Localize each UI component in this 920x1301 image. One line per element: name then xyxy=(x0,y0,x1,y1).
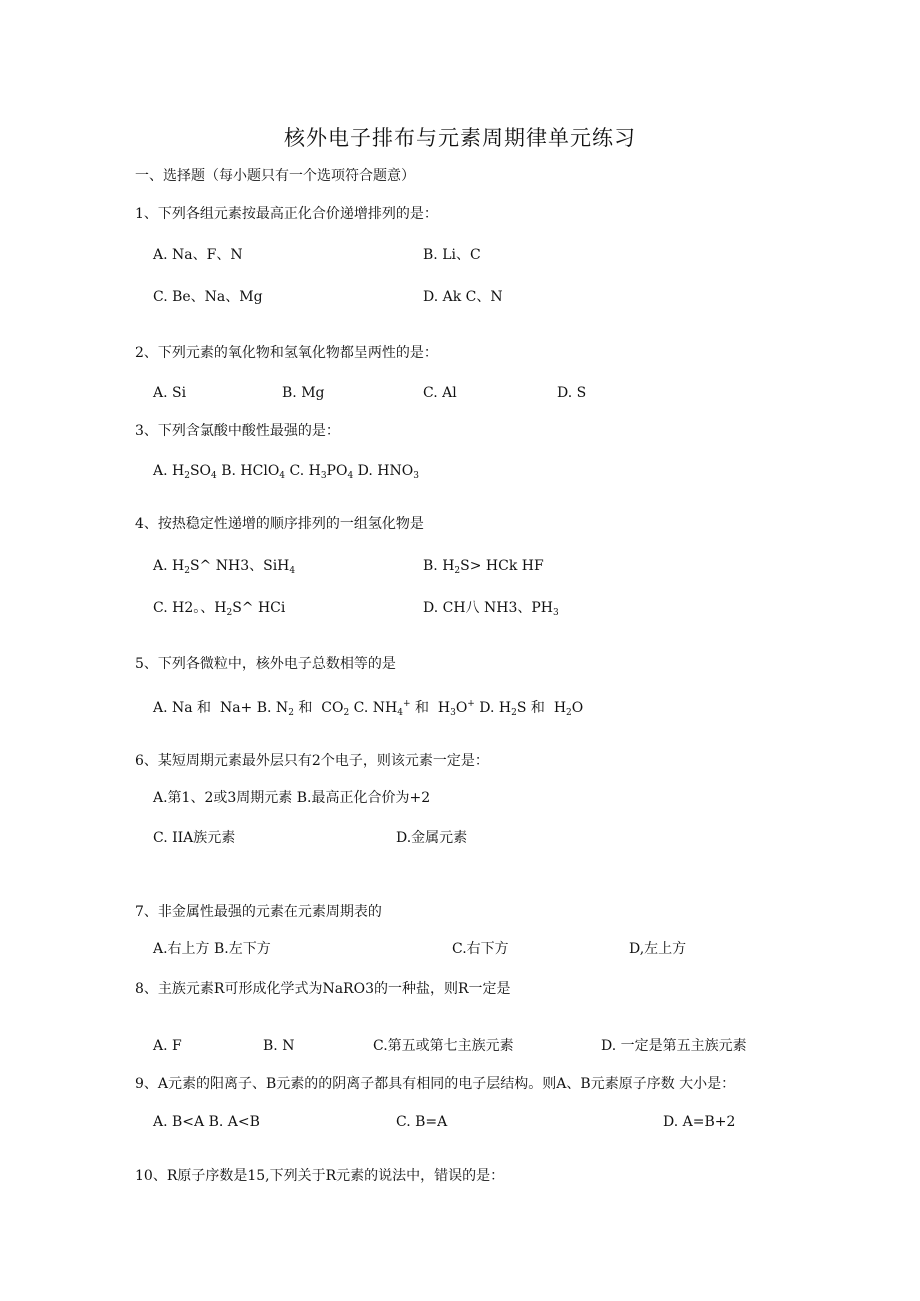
question-5-options: A. Na 和 Na+ B. $N_2$ 和 $CO_2$ C. $NH_4^+$ 和 $H_3O^+$ D. $H_2S$ 和 $H_2O$ xyxy=(153,699,584,718)
page-title: 核外电子排布与元素周期律单元练习 xyxy=(284,126,636,150)
question-8-stem: 8、主族元素R可形成化学式为NaRO3的一种盐，则R一定是 xyxy=(135,981,511,997)
question-8-option-c: C.第五或第七主族元素 xyxy=(373,1038,514,1054)
question-7-options-ab: A.右上方 B.左下方 xyxy=(153,941,271,957)
question-4-option-c: C. H2。、$H_2S\^{}$ HCi xyxy=(153,600,286,618)
question-6-stem: 6、某短周期元素最外层只有2个电子，则该元素一定是： xyxy=(135,753,489,769)
question-1-stem: 1、下列各组元素按最高正化合价递增排列的是： xyxy=(135,206,438,222)
question-8-option-d: D. 一定是第五主族元素 xyxy=(601,1038,747,1054)
question-2-stem: 2、下列元素的氧化物和氢氧化物都呈两性的是： xyxy=(135,345,438,361)
question-4-option-b: B. $H_2S>$ HCk HF xyxy=(423,558,544,576)
question-1-option-d: D. Ak C、N xyxy=(423,289,503,305)
question-5-stem: 5、下列各微粒中，核外电子总数相等的是 xyxy=(135,656,396,672)
question-1-option-c: C. Be、Na、Mg xyxy=(153,289,263,305)
question-4-option-a: A. $H_2S\^{}$ NH3、SiH$_4$ xyxy=(153,558,296,576)
question-9-stem: 9、A元素的阳离子、B元素的的阴离子都具有相同的电子层结构。则A、B元素原子序数 大小是： xyxy=(135,1076,736,1092)
question-10-stem: 10、R原子序数是15,下列关于R元素的说法中，错误的是： xyxy=(135,1168,505,1184)
question-6-option-d: D.金属元素 xyxy=(396,830,468,846)
question-4-option-d: D. CH八 NH3、$PH_3$ xyxy=(423,600,559,618)
question-9-option-d: D. A=B+2 xyxy=(663,1114,736,1130)
question-2-option-b: B. Mg xyxy=(282,385,325,401)
question-2-option-a: A. Si xyxy=(153,385,187,401)
question-3-options: A. $H_2SO_4$ B. HClO$_4$ C. $H_3PO_4$ D. $HNO_3$ xyxy=(153,463,419,481)
question-7-option-c: C.右下方 xyxy=(452,941,509,957)
question-1-option-a: A. Na、F、N xyxy=(153,247,243,263)
question-1-option-b: B. Li、C xyxy=(423,247,481,263)
question-6-option-c: C. IIA族元素 xyxy=(153,830,236,846)
question-8-option-b: B. N xyxy=(263,1038,295,1054)
question-4-stem: 4、按热稳定性递增的顺序排列的一组氢化物是 xyxy=(135,516,424,532)
question-3-stem: 3、下列含氯酸中酸性最强的是： xyxy=(135,423,340,439)
question-9-options-ab: A. B<A B. A<B xyxy=(153,1114,260,1130)
question-2-option-c: C. Al xyxy=(423,385,457,401)
question-7-option-d: D,左上方 xyxy=(629,941,687,957)
question-2-option-d: D. S xyxy=(557,385,587,401)
section-heading: 一、选择题（每小题只有一个选项符合题意） xyxy=(135,168,415,184)
question-8-option-a: A. F xyxy=(153,1038,182,1054)
question-9-option-c: C. B=A xyxy=(396,1114,448,1130)
question-7-stem: 7、非金属性最强的元素在元素周期表的 xyxy=(135,904,382,920)
question-6-options-ab: A.第1、2或3周期元素 B.最高正化合价为+2 xyxy=(153,790,431,806)
